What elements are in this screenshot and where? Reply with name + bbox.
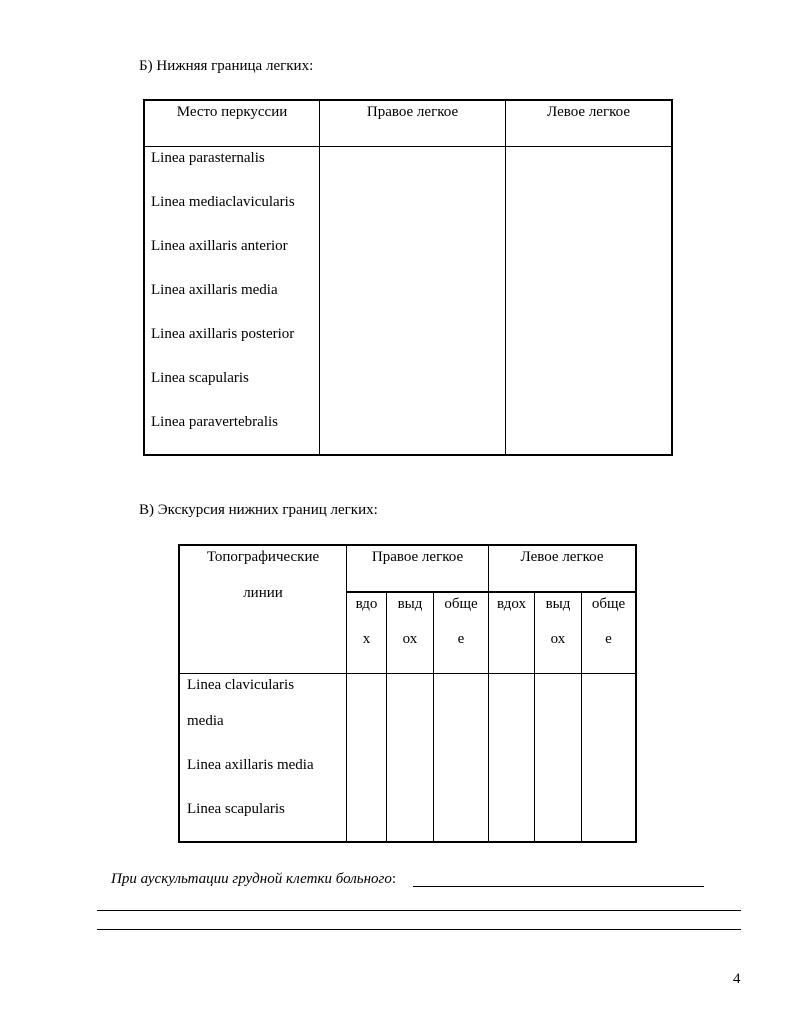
header-lines: линии (243, 585, 283, 601)
row-label: Linea axillaris posterior (151, 326, 295, 342)
sub-header-total: е (605, 631, 612, 647)
answer-line[interactable] (413, 886, 704, 887)
table-divider (145, 146, 671, 147)
header-topographic: Топографические (206, 549, 320, 565)
table-divider (386, 591, 387, 841)
answer-line[interactable] (97, 929, 741, 930)
row-label: Linea scapularis (187, 801, 285, 817)
header-left-lung: Левое легкое (547, 104, 630, 120)
row-label: Linea paravertebralis (151, 414, 279, 430)
excursion-table (178, 544, 637, 843)
table-divider (534, 591, 535, 841)
sub-header-inhale: вдо (355, 596, 378, 612)
row-label: Linea axillaris anterior (151, 238, 288, 254)
sub-header-exhale: ох (402, 631, 418, 647)
row-label: Linea clavicularis (187, 677, 295, 693)
sub-header-total: обще (591, 596, 626, 612)
row-label: Linea mediaclavicularis (151, 194, 295, 210)
header-left-lung: Левое легкое (520, 549, 604, 565)
header-percussion-site: Место перкуссии (176, 104, 288, 120)
row-label: Linea axillaris media (151, 282, 278, 298)
table-divider (180, 673, 635, 674)
header-right-lung: Правое легкое (366, 104, 459, 120)
table-divider (433, 591, 434, 841)
auscultation-label: При аускультации грудной клетки больного: (111, 871, 397, 887)
table-divider (319, 101, 320, 454)
row-label: Linea scapularis (151, 370, 249, 386)
answer-line[interactable] (97, 910, 741, 911)
sub-header-total: е (457, 631, 465, 647)
section-b-heading: Б) Нижняя граница легких: (139, 58, 314, 74)
table-divider (581, 591, 582, 841)
sub-header-exhale: ох (550, 631, 566, 647)
sub-header-exhale: выд (545, 596, 571, 612)
row-label: media (187, 713, 224, 729)
sub-header-inhale: х (362, 631, 371, 647)
lower-border-table (143, 99, 673, 456)
sub-header-total: обще (444, 596, 478, 612)
row-label: Linea axillaris media (187, 757, 314, 773)
sub-header-exhale: выд (397, 596, 423, 612)
section-v-heading: В) Экскурсия нижних границ легких: (139, 502, 378, 518)
row-label: Linea parasternalis (151, 150, 265, 166)
table-divider (505, 101, 506, 454)
sub-header-inhale: вдох (497, 596, 526, 612)
header-right-lung: Правое легкое (371, 549, 464, 565)
page-number: 4 (733, 971, 741, 987)
table-divider (346, 591, 635, 593)
